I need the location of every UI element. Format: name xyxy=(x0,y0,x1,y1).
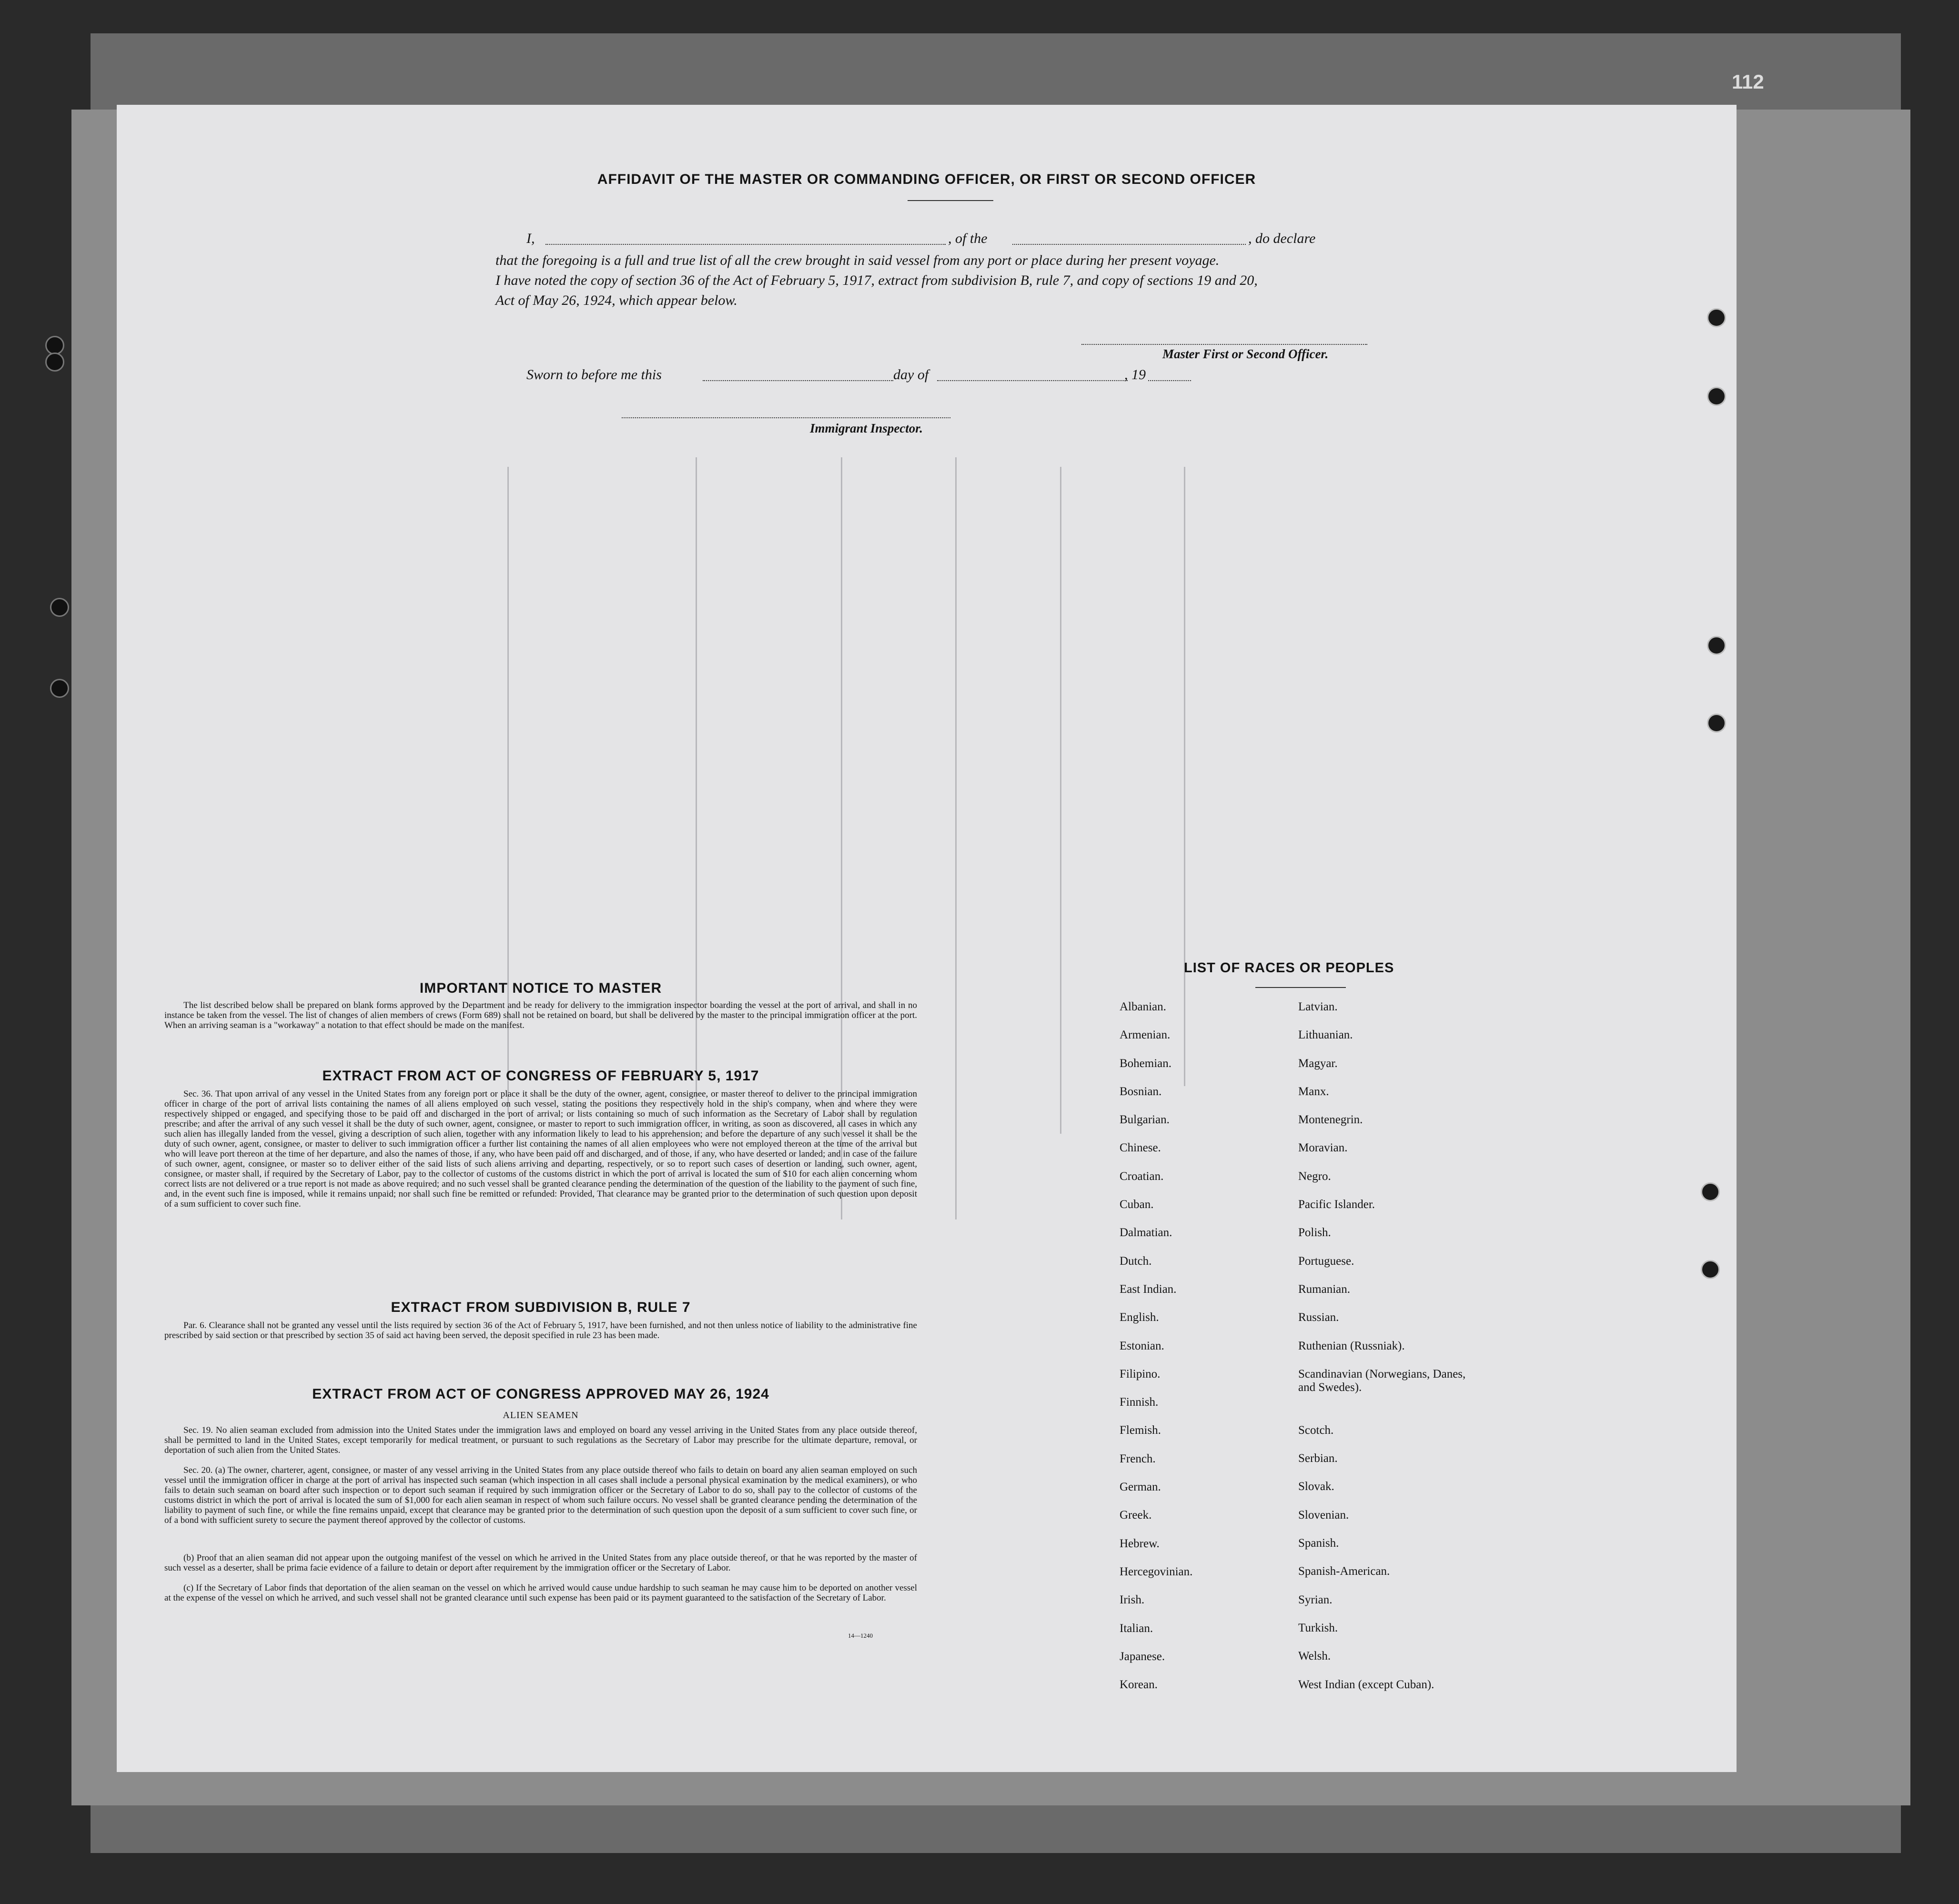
race-item: Slovak. xyxy=(1298,1480,1334,1493)
do-declare-label: , do declare xyxy=(1248,231,1316,246)
officer-signature-field[interactable] xyxy=(1081,344,1367,345)
rule7-text: Par. 6. Clearance shall not be granted any vessel until the lists required by section 36 of the Act of February 5, 1917, have been furnished, and not then unless notice of liability to the administrative fine prescribed by said section or that prescribed by section 35 of said act having been served, the deposit specified in rule 23 has been made. xyxy=(164,1320,917,1340)
race-item: Montenegrin. xyxy=(1298,1113,1363,1127)
year-label: , 19 xyxy=(1124,367,1146,383)
sworn-month-field[interactable] xyxy=(937,380,1128,381)
sworn-label: Sworn to before me this xyxy=(526,367,662,383)
race-item: Albanian. xyxy=(1120,1000,1166,1013)
races-title: LIST OF RACES OR PEOPLES xyxy=(1184,960,1394,976)
race-item: Bohemian. xyxy=(1120,1057,1172,1070)
race-item: Manx. xyxy=(1298,1085,1329,1098)
master-officer-label: Master First or Second Officer. xyxy=(1162,347,1329,361)
race-item: Bulgarian. xyxy=(1120,1113,1170,1127)
sec20c-text: (c) If the Secretary of Labor finds that deportation of the alien seaman on the vessel on which he arrived would cause undue hardship to such seaman he may cause him to be deported on another vessel at the expense of the vessel on which he arrived, and such vessel shall not be granted clearance until such expense has been paid or its payment guaranteed to the satisfaction of the Secretary of Labor. xyxy=(164,1583,917,1603)
race-item: Chinese. xyxy=(1120,1141,1161,1155)
race-item: German. xyxy=(1120,1481,1161,1494)
race-item: West Indian (except Cuban). xyxy=(1298,1678,1434,1691)
race-item: Serbian. xyxy=(1298,1452,1338,1465)
binder-hole-icon xyxy=(50,679,69,698)
rule7-title: EXTRACT FROM SUBDIVISION B, RULE 7 xyxy=(391,1300,691,1315)
race-item: Hercegovinian. xyxy=(1120,1565,1193,1578)
race-item: Cuban. xyxy=(1120,1198,1154,1211)
declarant-label: I, xyxy=(526,231,535,246)
race-item: Pacific Islander. xyxy=(1298,1198,1375,1211)
race-item: English. xyxy=(1120,1311,1159,1324)
binder-hole-icon xyxy=(1707,308,1726,327)
day-of-label: day of xyxy=(893,367,929,383)
race-item: Irish. xyxy=(1120,1593,1145,1607)
race-item: Welsh. xyxy=(1298,1650,1331,1663)
race-item: Hebrew. xyxy=(1120,1537,1160,1550)
race-item: Croatian. xyxy=(1120,1169,1164,1183)
binder-hole-icon xyxy=(1701,1260,1720,1279)
binder-hole-icon xyxy=(45,336,64,355)
race-item: Portuguese. xyxy=(1298,1254,1354,1268)
race-item: Ruthenian (Russniak). xyxy=(1298,1339,1405,1352)
declaration-line: I have noted the copy of section 36 of the Act of February 5, 1917, extract from subdivision B, rule 7, and copy of sections 19 and 20, xyxy=(495,272,1258,288)
bleed-through-rule xyxy=(1060,467,1061,1134)
race-item: Armenian. xyxy=(1120,1028,1171,1042)
race-item: Negro. xyxy=(1298,1169,1331,1183)
race-item: Japanese. xyxy=(1120,1650,1165,1663)
declaration-line: Act of May 26, 1924, which appear below. xyxy=(495,292,737,308)
race-item: Greek. xyxy=(1120,1509,1152,1522)
race-item: Bosnian. xyxy=(1120,1085,1162,1098)
race-item: Dutch. xyxy=(1120,1254,1152,1268)
race-item: Spanish. xyxy=(1298,1537,1339,1550)
race-item: Magyar. xyxy=(1298,1057,1338,1070)
alien-seamen-subtitle: ALIEN SEAMEN xyxy=(503,1410,579,1420)
sec19-text: Sec. 19. No alien seaman excluded from admission into the United States under the immigration laws and employed on board any vessel arriving in the United States from any place outside thereof, shall be permitted to land in the United States, except temporarily for medical treatment, or pursuant to such regulations as the Secretary of Labor may prescribe for the ultimate departure, removal, or deportation of such alien from the United States. xyxy=(164,1425,917,1455)
race-item: Estonian. xyxy=(1120,1339,1164,1352)
race-item: Turkish. xyxy=(1298,1621,1338,1634)
declarant-name-field[interactable] xyxy=(545,244,946,245)
binder-hole-icon xyxy=(1701,1182,1720,1201)
notice-title: IMPORTANT NOTICE TO MASTER xyxy=(419,980,662,996)
race-item: East Indian. xyxy=(1120,1282,1177,1296)
notice-text: The list described below shall be prepared on blank forms approved by the Department and be ready for delivery to the immigration inspector boarding the vessel at the port of arrival, and shall in no instance be taken from the vessel. The list of changes of alien members of crews (Form 689) shall not be retained on board, but shall be delivered by the master to the principal immigration officer at the port. When an arriving seaman is a "workaway" a notation to that effect should be made on the manifest. xyxy=(164,1000,917,1030)
extract-1917-text: Sec. 36. That upon arrival of any vessel in the United States from any foreign port or place it shall be the duty of the owner, agent, consignee, or master thereof to deliver to the principal immigration officer in charge of the port of arrival lists containing the names of all aliens employed on such vessel, stating the positions they respectively hold in the ship's company, when and where they were respectively shipped or engaged, and specifying those to be paid off and discharged in the port of arrival; or lists containing so much of such information as the Secretary of Labor shall by regulation prescribe; and after the arrival of any such vessel it shall be the duty of such owner, agent, consignee, or master to report to such immigration officer, in writing, as soon as discovered, all cases in which any such alien has illegally landed from the vessel, giving a description of such alien, together with any information likely to lead to his apprehension; and before the departure of any such vessel it shall be the duty of such owner, agent, consignee, or master to deliver to such immigration officer a further list containing the names of all alien employees who were not employed thereon at the time of the arrival but who will leave port thereon at the time of her departure, and also the names of those, if any, who have been paid off and discharged, and of those, if any, who have deserted or landed; and in case of the failure of such owner, agent, consignee, or master so to deliver either of the said lists of such aliens arriving and departing, respectively, or so to report such cases of desertion or landing, such owner, agent, consignee, or master shall, if required by the Secretary of Labor, pay to the collector of customs of the customs district in which the port of arrival is located the sum of $10 for each alien concerning whom correct lists are not delivered or a true report is not made as above required; and no such vessel shall be granted clearance pending the determination of the question of the liability to the payment of such fine, and, in the event such fine is imposed, while it remains unpaid; nor shall such fine be remitted or refunded: Provided, That clearance may be granted prior to the determination of such question upon deposit of a sum sufficient to cover such fine. xyxy=(164,1089,917,1209)
sec20b-text: (b) Proof that an alien seaman did not appear upon the outgoing manifest of the vessel on which he arrived in the United States from any place outside thereof, or that he was reported by the master of such vessel as a deserter, shall be prima facie evidence of a failure to detain or deport after requirement by the immigration officer or the Secretary of Labor. xyxy=(164,1553,917,1573)
affidavit-title: AFFIDAVIT OF THE MASTER OR COMMANDING OFFICER, OR FIRST OR SECOND OFFICER xyxy=(597,171,1256,187)
vessel-name-field[interactable] xyxy=(1012,244,1246,245)
races-column-2 xyxy=(1298,1000,1498,1706)
race-item: Russian. xyxy=(1298,1311,1339,1324)
race-item: Italian. xyxy=(1120,1622,1153,1635)
races-title-rule xyxy=(1255,987,1346,988)
race-item: Dalmatian. xyxy=(1120,1226,1172,1239)
race-item: Syrian. xyxy=(1298,1593,1333,1606)
of-the-label: , of the xyxy=(948,231,988,246)
race-item: Filipino. xyxy=(1120,1367,1161,1380)
race-item: Polish. xyxy=(1298,1226,1331,1239)
race-item: Finnish. xyxy=(1120,1396,1159,1409)
bleed-through-rule xyxy=(955,457,957,1219)
races-column-1 xyxy=(1120,1000,1272,1706)
race-item: Rumanian. xyxy=(1298,1282,1351,1296)
extract-1924-title: EXTRACT FROM ACT OF CONGRESS APPROVED MAY 26, 1924 xyxy=(312,1386,769,1402)
race-item: Scandinavian (Norwegians, Danes, and Swedes). xyxy=(1298,1367,1466,1394)
inspector-signature-field[interactable] xyxy=(622,417,950,418)
race-item: Slovenian. xyxy=(1298,1508,1349,1521)
page-number: 112 xyxy=(1732,71,1764,93)
binder-hole-icon xyxy=(50,598,69,617)
binder-hole-icon xyxy=(1707,714,1726,733)
declaration-line: that the foregoing is a full and true list of all the crew brought in said vessel from any port or place during her present voyage. xyxy=(495,252,1220,268)
extract-1917-title: EXTRACT FROM ACT OF CONGRESS OF FEBRUARY 5, 1917 xyxy=(322,1068,759,1084)
bleed-through-rule xyxy=(1184,467,1185,1086)
form-sheet xyxy=(117,105,1737,1772)
sec20a-text: Sec. 20. (a) The owner, charterer, agent, consignee, or master of any vessel arriving in the United States from any place outside thereof who fails to detain on board any alien seaman employed on such vessel until the immigration officer in charge at the port of arrival has inspected such seaman (which inspection in all cases shall include a personal physical examination by the medical examiners), or who fails to detain such seaman on board after such inspection or to deport such seaman if required by such immigration officer or the Secretary of Labor to do so, shall pay to the collector of customs of the customs district in which the port of arrival is located the sum of $1,000 for each alien seaman in respect of whom such failure occurs. No vessel shall be granted clearance pending the determination of the liability to payment of such fine, or while the fine remains unpaid, except that clearance may be granted prior to the determination of such question upon the deposit of a sum sufficient to cover such fine, or of a bond with sufficient surety to secure the payment thereof approved by the collector of customs. xyxy=(164,1465,917,1525)
race-item: Lithuanian. xyxy=(1298,1028,1353,1042)
race-item: Spanish-American. xyxy=(1298,1565,1390,1578)
title-rule xyxy=(908,200,993,201)
race-item: Moravian. xyxy=(1298,1141,1348,1155)
sworn-year-field[interactable] xyxy=(1148,380,1191,381)
race-item: French. xyxy=(1120,1452,1156,1465)
sworn-date-field[interactable] xyxy=(703,380,893,381)
binder-hole-icon xyxy=(45,353,64,372)
form-number: 14—1240 xyxy=(848,1632,873,1639)
inspector-label: Immigrant Inspector. xyxy=(810,421,923,435)
race-item: Korean. xyxy=(1120,1678,1158,1692)
race-item: Latvian. xyxy=(1298,1000,1338,1013)
race-item: Flemish. xyxy=(1120,1424,1161,1437)
binder-hole-icon xyxy=(1707,636,1726,655)
race-item: Scotch. xyxy=(1298,1423,1334,1437)
binder-hole-icon xyxy=(1707,387,1726,406)
